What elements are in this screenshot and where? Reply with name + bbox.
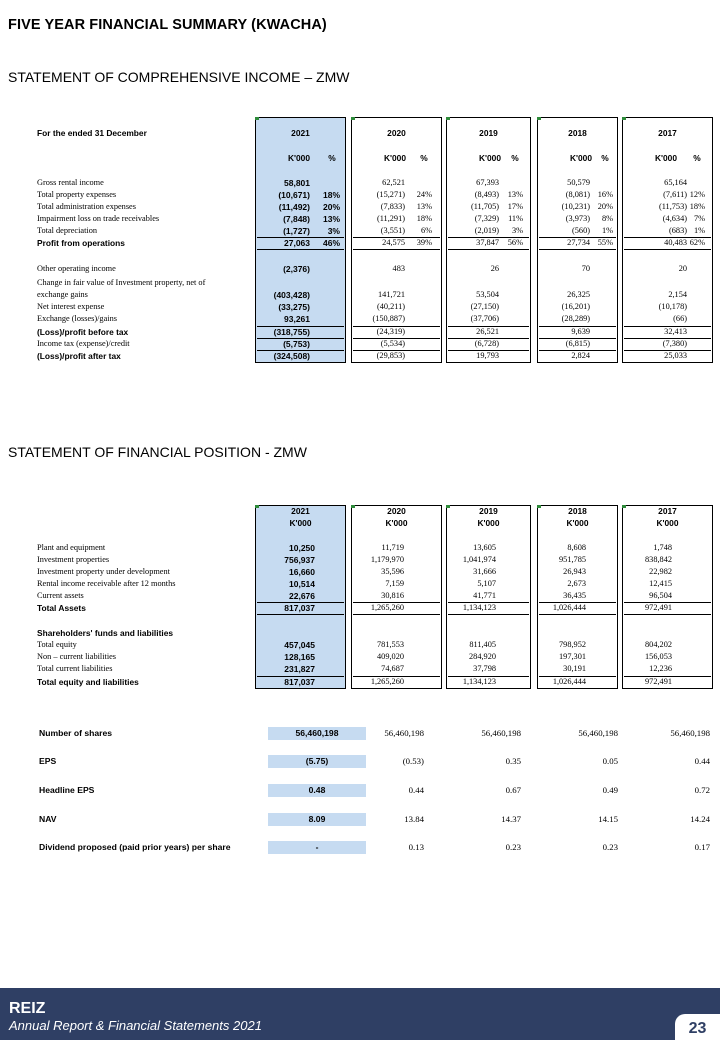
rule-line (448, 602, 529, 603)
value-cell: (7,833) (380, 202, 405, 211)
row-label: Total equity (37, 640, 77, 649)
rule-line (624, 350, 711, 351)
period-label: For the ended 31 December (37, 128, 147, 138)
per-share-label: Headline EPS (39, 784, 95, 795)
value-cell: 53,504 (476, 290, 499, 299)
pct-header: % (420, 153, 428, 163)
rule-line (257, 326, 344, 327)
rule-line (448, 237, 529, 238)
rule-line (624, 614, 711, 615)
value-cell: 65,164 (664, 178, 687, 187)
value-cell: 26,521 (476, 327, 499, 336)
per-share-value: (0.53) (402, 756, 424, 766)
rule-line (624, 338, 711, 339)
pct-cell: 18% (689, 202, 705, 211)
value-cell: (5,534) (380, 339, 405, 348)
value-cell: (40,211) (376, 302, 405, 311)
rule-line (353, 676, 440, 677)
row-label: Total equity and liabilities (37, 677, 139, 687)
value-cell: 26,943 (563, 567, 586, 576)
per-share-value: 0.35 (505, 756, 521, 766)
value-cell: (29,853) (376, 351, 405, 360)
rule-line (624, 249, 711, 250)
row-label: Rental income receivable after 12 months (37, 579, 176, 588)
rule-line (353, 249, 440, 250)
per-share-value: 0.67 (505, 785, 521, 795)
value-cell: 1,265,260 (370, 603, 404, 612)
year-header: 2020 (387, 506, 406, 516)
rule-line (448, 614, 529, 615)
rule-line (257, 614, 344, 615)
value-cell: (2,376) (283, 264, 310, 274)
value-cell: (683) (669, 226, 687, 235)
per-share-label: Dividend proposed (paid prior years) per share (39, 841, 231, 852)
pct-cell: 1% (601, 226, 613, 235)
rule-line (539, 249, 616, 250)
unit-header: K'000 (656, 518, 679, 528)
pct-cell: 11% (508, 214, 523, 223)
value-cell: 24,575 (382, 238, 405, 247)
value-cell: 26,325 (567, 290, 590, 299)
value-cell: (11,753) (658, 202, 687, 211)
rule-line (539, 688, 616, 689)
row-label: Profit from operations (37, 238, 125, 248)
per-share-value: 56,460,198 (481, 728, 521, 738)
pct-cell: 13% (507, 190, 523, 199)
rule-line (353, 688, 440, 689)
value-cell: 8,608 (567, 543, 586, 552)
value-cell: 62,521 (382, 178, 405, 187)
value-cell: 951,785 (559, 555, 586, 564)
value-cell: (37,706) (470, 314, 499, 323)
rule-line (448, 249, 529, 250)
unit-header: K'000 (383, 153, 406, 163)
row-label: Current assets (37, 591, 84, 600)
value-cell: 16,660 (289, 567, 315, 577)
value-cell: 67,393 (476, 178, 499, 187)
rule-line (257, 237, 344, 238)
value-cell: 25,033 (664, 351, 687, 360)
year-header: 2020 (387, 128, 406, 138)
page-number: 23 (688, 1020, 707, 1037)
pct-cell: 24% (416, 190, 432, 199)
value-cell: (6,728) (474, 339, 499, 348)
unit-header: K'000 (566, 518, 589, 528)
pct-header: % (511, 153, 519, 163)
value-cell: 30,191 (563, 664, 586, 673)
year-header: 2021 (291, 506, 310, 516)
value-cell: 409,020 (377, 652, 404, 661)
footer-brand: REIZ (9, 1000, 46, 1017)
row-label: Shareholders' funds and liabilities (37, 628, 174, 638)
per-share-value: 0.44 (408, 785, 424, 795)
value-cell: 2,824 (571, 351, 590, 360)
value-cell: (28,289) (561, 314, 590, 323)
rule-line (448, 350, 529, 351)
row-label: Total current liabilities (37, 664, 113, 673)
rule-line (624, 676, 711, 677)
per-share-value: 0.72 (694, 785, 710, 795)
per-share-value: 14.15 (598, 814, 618, 824)
value-cell: 798,952 (559, 640, 586, 649)
sfp-section-title: STATEMENT OF FINANCIAL POSITION - ZMW (8, 444, 307, 460)
value-cell: (11,291) (376, 214, 405, 223)
per-share-value: 56,460,198 (670, 728, 710, 738)
per-share-value: 0.23 (505, 842, 521, 852)
value-cell: 1,134,123 (462, 677, 496, 686)
value-cell: 27,734 (567, 238, 590, 247)
per-share-label: NAV (39, 813, 57, 824)
value-cell: (66) (673, 314, 687, 323)
pct-cell: 13% (322, 214, 340, 224)
rule-line (257, 338, 344, 339)
value-cell: 9,639 (571, 327, 590, 336)
value-cell: 36,435 (563, 591, 586, 600)
value-cell: 19,793 (476, 351, 499, 360)
value-cell: 1,134,123 (462, 603, 496, 612)
pct-cell: 20% (597, 202, 613, 211)
year-header: 2019 (479, 506, 498, 516)
per-share-2021-value: - (268, 841, 366, 854)
value-cell: 74,687 (381, 664, 404, 673)
row-label: Total property expenses (37, 190, 117, 199)
rule-line (257, 676, 344, 677)
value-cell: 93,261 (284, 314, 310, 324)
row-label: Exchange (losses)/gains (37, 314, 117, 323)
value-cell: 35,596 (381, 567, 404, 576)
value-cell: (16,201) (561, 302, 590, 311)
pct-cell: 16% (597, 190, 613, 199)
per-share-value: 0.17 (694, 842, 710, 852)
row-label: Impairment loss on trade receivables (37, 214, 160, 223)
per-share-value: 0.49 (602, 785, 618, 795)
value-cell: (7,611) (663, 190, 687, 199)
rule-line (624, 602, 711, 603)
rule-line (353, 338, 440, 339)
per-share-2021-value: 0.48 (268, 784, 366, 797)
value-cell: (324,508) (273, 351, 310, 361)
unit-header: K'000 (287, 153, 310, 163)
year-header: 2017 (658, 128, 677, 138)
pct-cell: 46% (322, 238, 340, 248)
per-share-value: 0.44 (694, 756, 710, 766)
value-cell: 7,159 (385, 579, 404, 588)
pct-header: % (601, 153, 609, 163)
value-cell: (3,551) (380, 226, 405, 235)
value-cell: 10,514 (289, 579, 315, 589)
value-cell: 96,504 (649, 591, 672, 600)
pct-cell: 56% (507, 238, 523, 247)
value-cell: 128,165 (284, 652, 315, 662)
rule-line (257, 602, 344, 603)
rule-line (353, 237, 440, 238)
rule-line (353, 602, 440, 603)
pct-cell: 13% (416, 202, 432, 211)
rule-line (257, 688, 344, 689)
value-cell: 156,053 (645, 652, 672, 661)
pct-cell: 12% (689, 190, 705, 199)
value-cell: (6,815) (565, 339, 590, 348)
pct-cell: 1% (693, 226, 705, 235)
rule-line (353, 350, 440, 351)
value-cell: (7,329) (474, 214, 499, 223)
value-cell: (150,887) (372, 314, 405, 323)
pct-cell: 3% (511, 226, 523, 235)
rule-line (539, 350, 616, 351)
value-cell: (8,081) (565, 190, 590, 199)
per-share-value: 0.13 (408, 842, 424, 852)
row-label: Other operating income (37, 264, 116, 273)
row-label: Total Assets (37, 603, 86, 613)
year-header: 2021 (291, 128, 310, 138)
unit-header: K'000 (569, 153, 592, 163)
rule-line (624, 688, 711, 689)
row-label: Total depreciation (37, 226, 98, 235)
value-cell: 811,405 (469, 640, 496, 649)
value-cell: 1,748 (653, 543, 672, 552)
per-share-value: 56,460,198 (578, 728, 618, 738)
pct-cell: 8% (601, 214, 613, 223)
value-cell: 483 (392, 264, 405, 273)
value-cell: (15,271) (376, 190, 405, 199)
pct-cell: 18% (322, 190, 340, 200)
row-label: Plant and equipment (37, 543, 106, 552)
row-label: exchange gains (37, 290, 88, 299)
value-cell: 58,801 (284, 178, 310, 188)
year-header: 2019 (479, 128, 498, 138)
rule-line (624, 326, 711, 327)
value-cell: (8,493) (474, 190, 499, 199)
row-label: Investment property under development (37, 567, 170, 576)
value-cell: (10,671) (278, 190, 310, 200)
rule-line (448, 326, 529, 327)
value-cell: 40,483 (664, 238, 687, 247)
value-cell: 12,236 (649, 664, 672, 673)
value-cell: 20 (678, 264, 687, 273)
value-cell: 26 (490, 264, 499, 273)
value-cell: 781,553 (377, 640, 404, 649)
pct-cell: 6% (420, 226, 432, 235)
pct-cell: 3% (327, 226, 340, 236)
value-cell: (4,634) (662, 214, 687, 223)
value-cell: 972,491 (645, 603, 672, 612)
value-cell: 70 (581, 264, 590, 273)
row-label: (Loss)/profit after tax (37, 351, 121, 361)
value-cell: 10,250 (289, 543, 315, 553)
rule-line (353, 614, 440, 615)
value-cell: 1,265,260 (370, 677, 404, 686)
value-cell: 197,301 (559, 652, 586, 661)
value-cell: 2,673 (567, 579, 586, 588)
rule-line (539, 237, 616, 238)
value-cell: 817,037 (284, 603, 315, 613)
rule-line (539, 326, 616, 327)
rule-line (539, 338, 616, 339)
row-label: Net interest expense (37, 302, 105, 311)
value-cell: (560) (572, 226, 590, 235)
per-share-value: 56,460,198 (384, 728, 424, 738)
unit-header: K'000 (477, 518, 500, 528)
unit-header: K'000 (385, 518, 408, 528)
row-label: (Loss)/profit before tax (37, 327, 129, 337)
per-share-value: 14.37 (501, 814, 521, 824)
value-cell: 27,063 (284, 238, 310, 248)
rule-line (257, 249, 344, 250)
per-share-label: EPS (39, 755, 57, 766)
unit-header: K'000 (654, 153, 677, 163)
value-cell: (7,380) (662, 339, 687, 348)
value-cell: 50,579 (567, 178, 590, 187)
rule-line (448, 688, 529, 689)
year-header: 2018 (568, 128, 587, 138)
row-label: Change in fair value of Investment property, net of (37, 278, 206, 287)
year-header: 2018 (568, 506, 587, 516)
value-cell: (1,727) (283, 226, 310, 236)
value-cell: (27,150) (470, 302, 499, 311)
value-cell: 756,937 (284, 555, 315, 565)
pct-header: % (693, 153, 701, 163)
pct-cell: 20% (322, 202, 340, 212)
row-label: Total administration expenses (37, 202, 136, 211)
value-cell: 231,827 (284, 664, 315, 674)
value-cell: 1,041,974 (462, 555, 496, 564)
value-cell: (11,705) (470, 202, 499, 211)
value-cell: 5,107 (477, 579, 496, 588)
value-cell: 22,982 (649, 567, 672, 576)
value-cell: 2,154 (668, 290, 687, 299)
value-cell: 1,026,444 (552, 603, 586, 612)
value-cell: (11,492) (278, 202, 310, 212)
year-header: 2017 (658, 506, 677, 516)
value-cell: 1,179,970 (370, 555, 404, 564)
value-cell: 13,605 (473, 543, 496, 552)
value-cell: 284,920 (469, 652, 496, 661)
pct-cell: 18% (416, 214, 432, 223)
value-cell: 41,771 (473, 591, 496, 600)
pct-cell: 62% (689, 238, 705, 247)
per-share-2021-value: 8.09 (268, 813, 366, 826)
per-share-value: 0.05 (602, 756, 618, 766)
rule-line (539, 602, 616, 603)
rule-line (448, 338, 529, 339)
pct-cell: 7% (693, 214, 705, 223)
value-cell: 838,842 (645, 555, 672, 564)
footer-subtitle: Annual Report & Financial Statements 2021 (9, 1018, 262, 1033)
value-cell: 457,045 (284, 640, 315, 650)
value-cell: (10,231) (561, 202, 590, 211)
rule-line (539, 676, 616, 677)
value-cell: 11,719 (381, 543, 404, 552)
value-cell: 32,413 (664, 327, 687, 336)
unit-header: K'000 (478, 153, 501, 163)
row-label: Non – current liabilities (37, 652, 117, 661)
per-share-value: 13.84 (404, 814, 424, 824)
rule-line (539, 614, 616, 615)
unit-header: K'000 (289, 518, 312, 528)
pct-cell: 17% (507, 202, 523, 211)
page-title: FIVE YEAR FINANCIAL SUMMARY (KWACHA) (8, 17, 327, 33)
value-cell: 972,491 (645, 677, 672, 686)
per-share-2021-value: (5.75) (268, 755, 366, 768)
value-cell: (403,428) (273, 290, 310, 300)
per-share-label: Number of shares (39, 727, 113, 738)
value-cell: 141,721 (378, 290, 405, 299)
row-label: Income tax (expense)/credit (37, 339, 130, 348)
row-label: Investment properties (37, 555, 110, 564)
value-cell: (318,755) (273, 327, 310, 337)
value-cell: (3,973) (565, 214, 590, 223)
value-cell: 31,666 (473, 567, 496, 576)
value-cell: 12,415 (649, 579, 672, 588)
pct-header: % (328, 153, 336, 163)
value-cell: 37,798 (473, 664, 496, 673)
per-share-2021-value: 56,460,198 (268, 727, 366, 740)
value-cell: 1,026,444 (552, 677, 586, 686)
pct-cell: 55% (597, 238, 613, 247)
value-cell: (5,753) (283, 339, 310, 349)
pct-cell: 39% (416, 238, 432, 247)
per-share-value: 0.23 (602, 842, 618, 852)
value-cell: (7,848) (283, 214, 310, 224)
rule-line (257, 350, 344, 351)
value-cell: (33,275) (278, 302, 310, 312)
value-cell: (2,019) (474, 226, 499, 235)
value-cell: (10,178) (658, 302, 687, 311)
sci-section-title: STATEMENT OF COMPREHENSIVE INCOME – ZMW (8, 69, 350, 85)
row-label: Gross rental income (37, 178, 104, 187)
value-cell: (24,319) (376, 327, 405, 336)
value-cell: 804,202 (645, 640, 672, 649)
rule-line (353, 326, 440, 327)
value-cell: 30,816 (381, 591, 404, 600)
value-cell: 22,676 (289, 591, 315, 601)
per-share-value: 14.24 (690, 814, 710, 824)
value-cell: 817,037 (284, 677, 315, 687)
value-cell: 37,847 (476, 238, 499, 247)
rule-line (624, 237, 711, 238)
rule-line (448, 676, 529, 677)
